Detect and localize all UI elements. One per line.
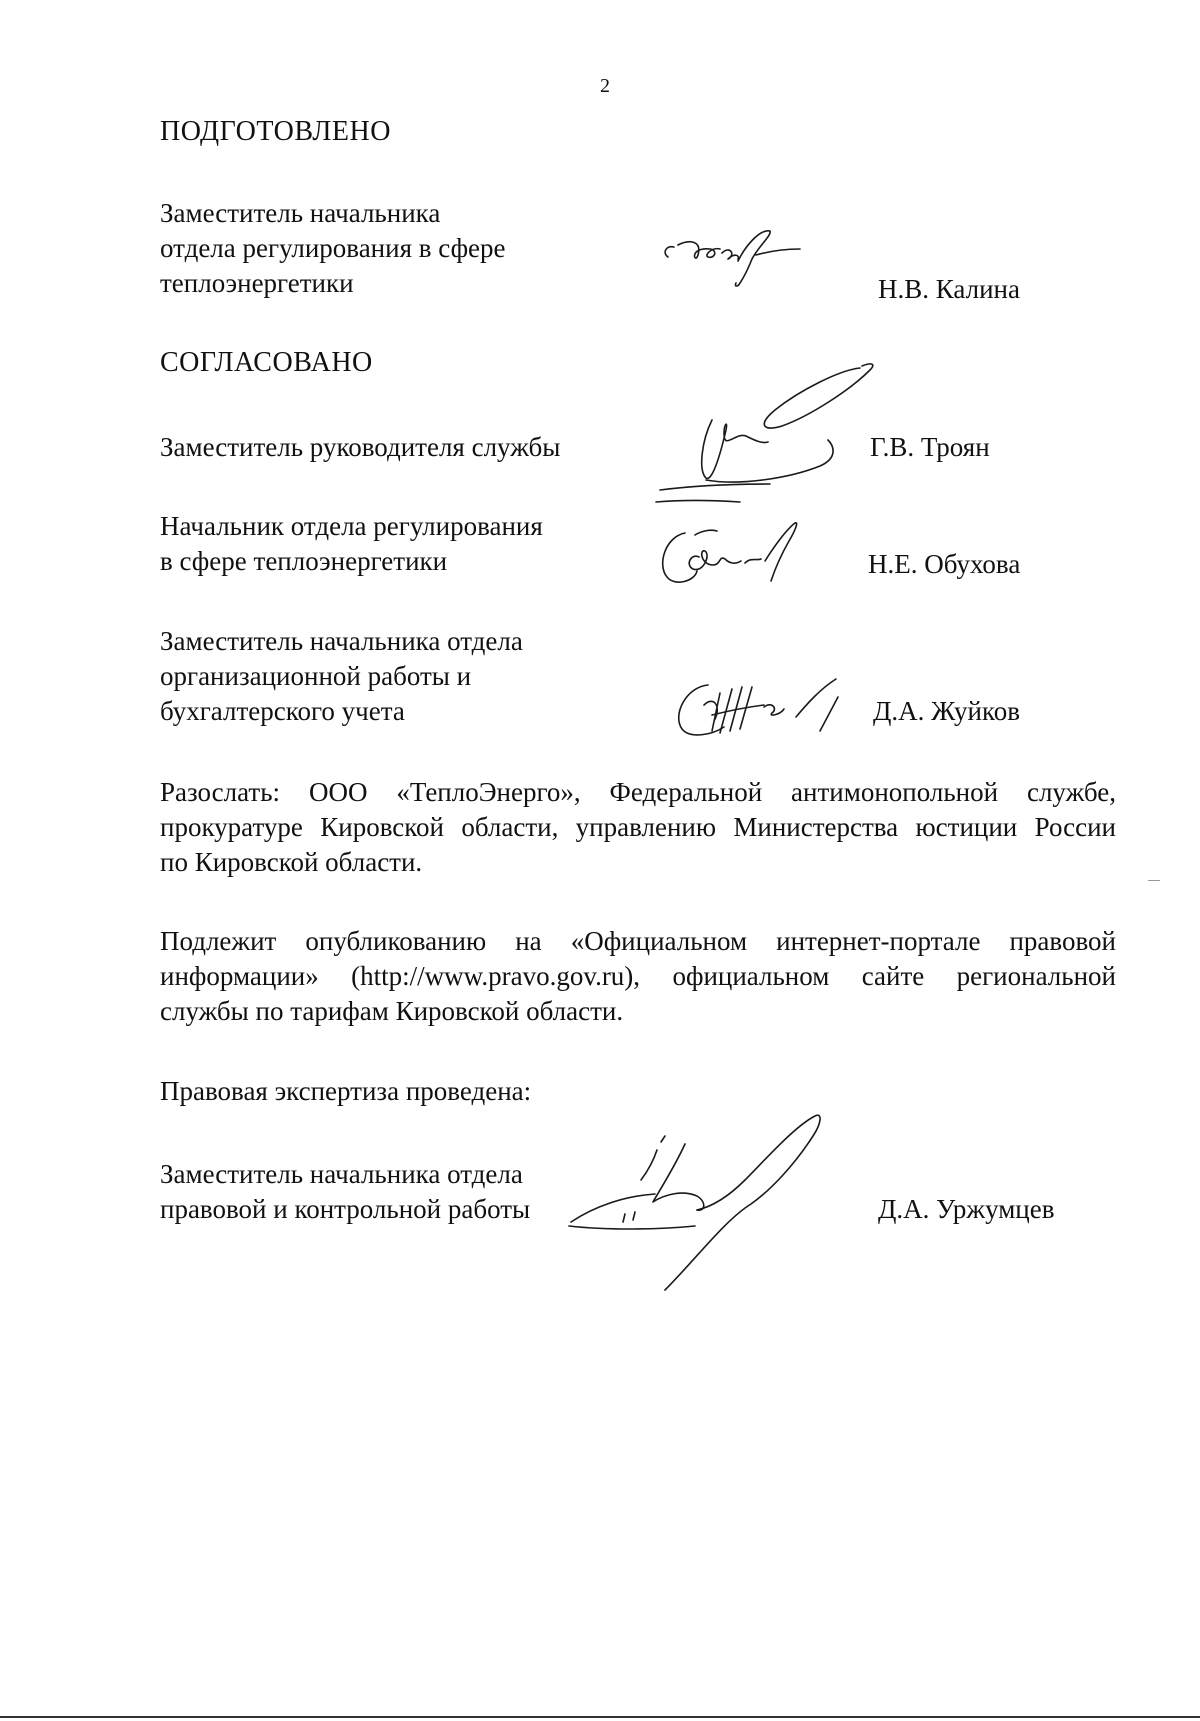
signature-urzhumtsev (565, 1110, 855, 1300)
distribution-line-1: Разослать: ООО «ТеплоЭнерго», Федеральной антимонопольной службе, (160, 777, 1116, 807)
approved-signer-3-name: Д.А. Жуйков (873, 696, 1020, 726)
distribution-line-2: прокуратуре Кировской области, управлению Министерства юстиции России (160, 812, 1116, 842)
publication-paragraph (160, 924, 1116, 1029)
approved-heading: СОГЛАСОВАНО (160, 347, 373, 378)
publication-line-1: Подлежит опубликованию на «Официальном интернет-портале правовой (160, 926, 1116, 956)
distribution-line-3: по Кировской области. (160, 847, 423, 877)
distribution-paragraph (160, 775, 1116, 880)
approved-signer-2-position-line-1: Начальник отдела регулирования (160, 511, 543, 541)
signature-obukhova (655, 515, 835, 595)
signature-zhuykov (668, 665, 868, 745)
page-number: 2 (600, 75, 610, 97)
signature-kalina (660, 225, 820, 295)
bottom-edge-line (0, 1716, 1200, 1718)
approved-signer-1-name: Г.В. Троян (870, 432, 990, 462)
signature-troyan (650, 360, 880, 520)
prepared-position-line-2: отдела регулирования в сфере (160, 233, 506, 263)
prepared-signer-name: Н.В. Калина (878, 274, 1020, 304)
legal-review-position-line-1: Заместитель начальника отдела (160, 1159, 523, 1189)
approved-signer-3-position-line-2: организационной работы и (160, 661, 472, 691)
legal-review-heading: Правовая экспертиза проведена: (160, 1076, 532, 1106)
prepared-position-line-1: Заместитель начальника (160, 198, 441, 228)
publication-line-3: службы по тарифам Кировской области. (160, 996, 624, 1026)
scan-mark (1148, 880, 1160, 881)
prepared-heading: ПОДГОТОВЛЕНО (160, 116, 391, 147)
approved-signer-2-position-line-2: в сфере теплоэнергетики (160, 546, 448, 576)
approved-signer-1-position: Заместитель руководителя службы (160, 432, 561, 462)
publication-line-2: информации» (http://www.pravo.gov.ru), официальном сайте региональной (160, 961, 1116, 991)
legal-review-position-line-2: правовой и контрольной работы (160, 1194, 531, 1224)
legal-review-signer-name: Д.А. Уржумцев (878, 1194, 1055, 1224)
prepared-position-line-3: теплоэнергетики (160, 268, 354, 298)
approved-signer-3-position-line-3: бухгалтерского учета (160, 696, 405, 726)
approved-signer-3-position-line-1: Заместитель начальника отдела (160, 626, 523, 656)
approved-signer-2-name: Н.Е. Обухова (868, 549, 1021, 579)
